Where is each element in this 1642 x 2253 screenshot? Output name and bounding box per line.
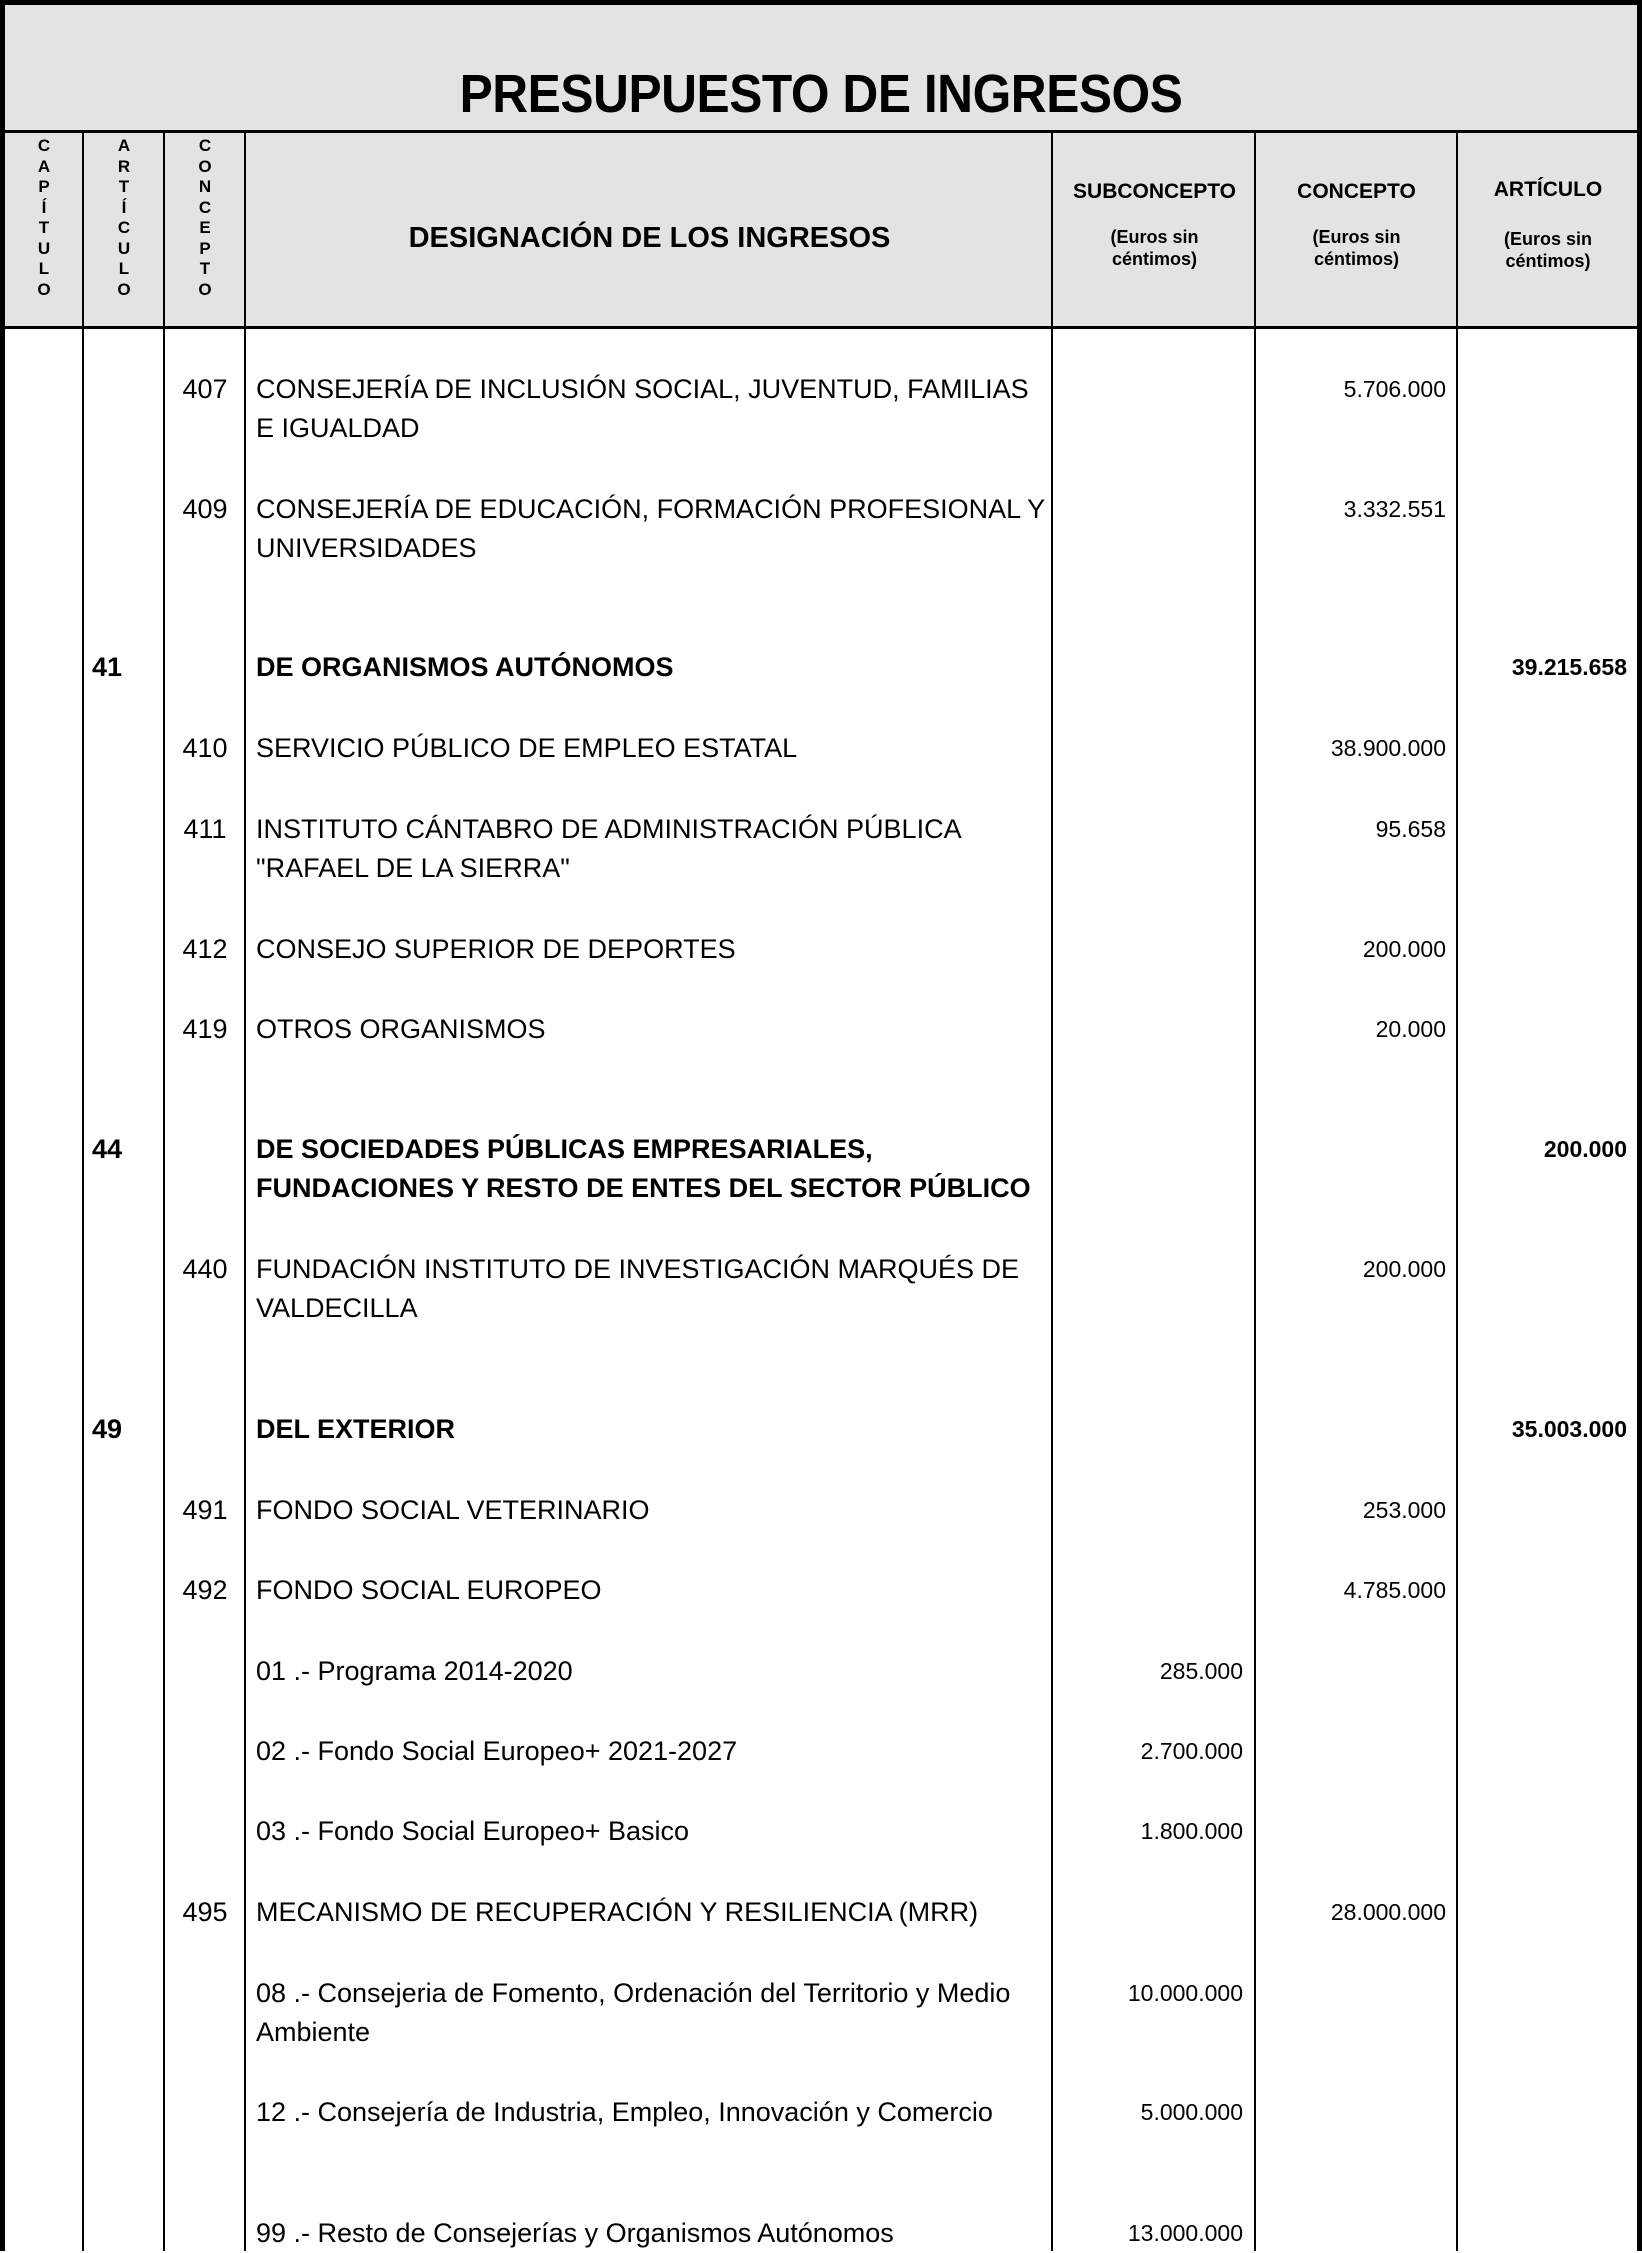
articulo-amount: 35.003.000 bbox=[1511, 1416, 1627, 1442]
header-letter: O bbox=[198, 279, 212, 299]
header-letter: C bbox=[37, 136, 51, 155]
concepto-code: 492 bbox=[182, 1575, 228, 1605]
articulo-code: 41 bbox=[92, 652, 123, 682]
column-divider bbox=[1456, 130, 1458, 2251]
header-label: SUBCONCEPTO bbox=[1073, 180, 1236, 203]
subconcepto-amount: 13.000.000 bbox=[1127, 2220, 1243, 2246]
header-letter: O bbox=[37, 279, 51, 299]
concepto-amount: 38.900.000 bbox=[1330, 735, 1446, 761]
header-unit: (Euros sin bbox=[1110, 227, 1199, 247]
header-letter: A bbox=[117, 136, 131, 155]
header-unit: céntimos) bbox=[1505, 251, 1591, 271]
designation: INSTITUTO CÁNTABRO DE ADMINISTRACIÓN PÚBLICA "RAFAEL DE LA SIERRA" bbox=[256, 814, 961, 883]
subconcepto-amount: 1.800.000 bbox=[1140, 1818, 1243, 1844]
concepto-amount: 20.000 bbox=[1375, 1016, 1446, 1042]
concepto-amount: 3.332.551 bbox=[1343, 496, 1446, 522]
concepto-code: 411 bbox=[183, 814, 227, 844]
column-divider bbox=[244, 130, 246, 2251]
header-unit: (Euros sin bbox=[1503, 229, 1592, 249]
header-letter: P bbox=[38, 177, 50, 196]
concepto-code: 412 bbox=[182, 934, 228, 964]
designation: FUNDACIÓN INSTITUTO DE INVESTIGACIÓN MARQUÉS DE VALDECILLA bbox=[256, 1254, 1020, 1323]
header-letter: C bbox=[117, 218, 131, 237]
header-letter: O bbox=[117, 279, 131, 299]
header-letter: U bbox=[117, 238, 131, 258]
header-letter: R bbox=[117, 156, 131, 176]
concepto-amount: 95.658 bbox=[1375, 816, 1446, 842]
designation: 99 .- Resto de Consejerías y Organismos Autónomos bbox=[256, 2218, 894, 2248]
concepto-code: 440 bbox=[182, 1254, 228, 1284]
header-label: ARTÍCULO bbox=[1493, 178, 1603, 201]
header-unit: (Euros sin bbox=[1312, 227, 1401, 247]
header-subconcepto bbox=[1054, 180, 1255, 270]
header-articulo-code bbox=[85, 136, 163, 300]
header-letter: T bbox=[199, 259, 211, 278]
subconcepto-amount: 2.700.000 bbox=[1140, 1738, 1243, 1764]
header-unit: céntimos) bbox=[1111, 249, 1198, 269]
concepto-amount: 253.000 bbox=[1362, 1497, 1446, 1523]
header-articulo bbox=[1458, 178, 1638, 272]
subconcepto-amount: 285.000 bbox=[1159, 1658, 1243, 1684]
header-letter: L bbox=[38, 259, 50, 278]
articulo-amount: 200.000 bbox=[1543, 1136, 1627, 1162]
designation: MECANISMO DE RECUPERACIÓN Y RESILIENCIA (MRR) bbox=[256, 1897, 979, 1927]
designation: 01 .- Programa 2014-2020 bbox=[256, 1656, 573, 1686]
title-band bbox=[0, 0, 1642, 130]
header-letter: C bbox=[198, 136, 212, 155]
header-letter: N bbox=[198, 177, 212, 196]
header-capitulo bbox=[5, 136, 83, 300]
header-letter: Í bbox=[41, 197, 47, 217]
designation: 08 .- Consejeria de Fomento, Ordenación del Territorio y Medio Ambiente bbox=[256, 1978, 1011, 2047]
header-label: CONCEPTO bbox=[1297, 180, 1416, 203]
header-letter: P bbox=[199, 238, 211, 258]
concepto-code: 491 bbox=[182, 1495, 228, 1525]
designation: DE ORGANISMOS AUTÓNOMOS bbox=[256, 652, 674, 682]
designation: SERVICIO PÚBLICO DE EMPLEO ESTATAL bbox=[256, 733, 798, 763]
designation: CONSEJERÍA DE EDUCACIÓN, FORMACIÓN PROFESIONAL Y UNIVERSIDADES bbox=[256, 494, 1045, 563]
designation: 02 .- Fondo Social Europeo+ 2021-2027 bbox=[256, 1736, 738, 1766]
header-concepto bbox=[1256, 180, 1457, 270]
header-letter: L bbox=[118, 259, 130, 278]
concepto-code: 419 bbox=[182, 1014, 228, 1044]
designation: FONDO SOCIAL EUROPEO bbox=[256, 1575, 602, 1605]
articulo-code: 44 bbox=[92, 1134, 123, 1164]
concepto-amount: 200.000 bbox=[1362, 1256, 1446, 1282]
page-title: PRESUPUESTO DE INGRESOS bbox=[459, 64, 1183, 124]
header-designacion: DESIGNACIÓN DE LOS INGRESOS bbox=[408, 222, 891, 254]
header-letter: E bbox=[199, 218, 211, 237]
header-letter: Í bbox=[121, 197, 127, 217]
articulo-amount: 39.215.658 bbox=[1511, 654, 1627, 680]
header-letter: C bbox=[198, 197, 212, 217]
subconcepto-amount: 5.000.000 bbox=[1140, 2099, 1243, 2125]
header-letter: A bbox=[37, 156, 51, 176]
designation: 12 .- Consejería de Industria, Empleo, Innovación y Comercio bbox=[256, 2097, 993, 2127]
designation: OTROS ORGANISMOS bbox=[256, 1014, 546, 1044]
concepto-amount: 28.000.000 bbox=[1330, 1899, 1446, 1925]
concepto-amount: 4.785.000 bbox=[1343, 1577, 1446, 1603]
header-unit: céntimos) bbox=[1313, 249, 1400, 269]
designation: DE SOCIEDADES PÚBLICAS EMPRESARIALES, FUNDACIONES Y RESTO DE ENTES DEL SECTOR PÚBLICO bbox=[256, 1134, 1031, 1203]
designation: CONSEJERÍA DE INCLUSIÓN SOCIAL, JUVENTUD, FAMILIAS E IGUALDAD bbox=[256, 374, 1029, 443]
header-letter: T bbox=[118, 177, 130, 196]
subconcepto-amount: 10.000.000 bbox=[1127, 1980, 1243, 2006]
header-letter: U bbox=[37, 238, 51, 258]
designation: 03 .- Fondo Social Europeo+ Basico bbox=[256, 1816, 690, 1846]
concepto-code: 409 bbox=[182, 494, 228, 524]
table-border-right bbox=[1637, 0, 1642, 2251]
header-concepto-code bbox=[166, 136, 244, 300]
concepto-code: 410 bbox=[182, 733, 228, 763]
concepto-code: 495 bbox=[182, 1897, 228, 1927]
designation: DEL EXTERIOR bbox=[256, 1414, 456, 1444]
designation: CONSEJO SUPERIOR DE DEPORTES bbox=[256, 934, 736, 964]
column-divider bbox=[1051, 130, 1053, 2251]
articulo-code: 49 bbox=[92, 1414, 123, 1444]
column-divider bbox=[163, 130, 165, 2251]
concepto-amount: 5.706.000 bbox=[1343, 376, 1446, 402]
column-divider bbox=[1254, 130, 1256, 2251]
table-border-left bbox=[0, 0, 5, 2251]
concepto-amount: 200.000 bbox=[1362, 936, 1446, 962]
column-divider bbox=[82, 130, 84, 2251]
header-letter: O bbox=[198, 156, 212, 176]
designation: FONDO SOCIAL VETERINARIO bbox=[256, 1495, 650, 1525]
concepto-code: 407 bbox=[182, 374, 228, 404]
header-letter: T bbox=[38, 218, 50, 237]
